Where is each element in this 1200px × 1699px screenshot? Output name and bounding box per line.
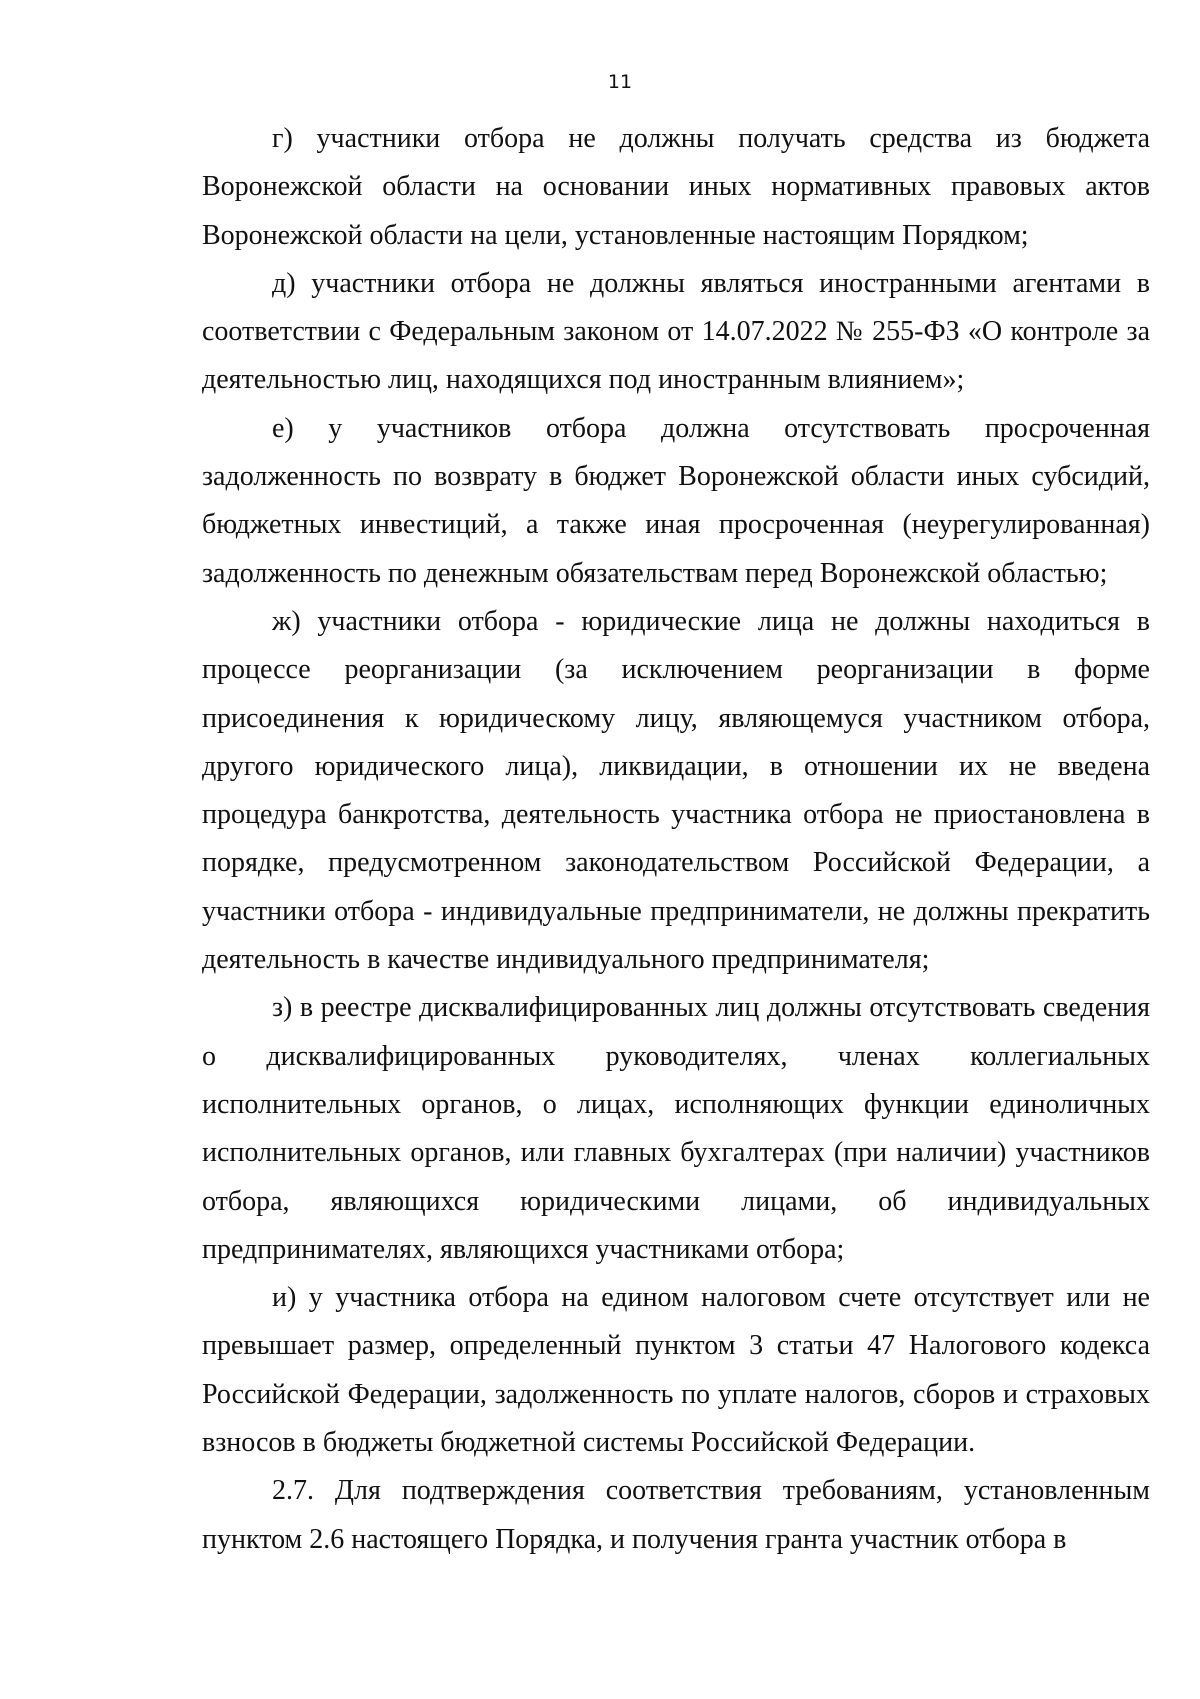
paragraph-item-zh: ж) участники отбора - юридические лица не должны находиться в процессе реорганизации (за исключением реорганизации в форме присоединения к юридическому лицу, являющемуся участником отбора, другого юридического лица), ликвидации, в отношении их не введена процедура банкротства, деятельность участника отбора не приостановлена в порядке, предусмотренном законодательством Российской Федерации, а участники отбора - индивидуальные предприниматели, не должны прекратить деятельность в качестве индивидуального предпринимателя; bbox=[202, 605, 1150, 976]
paragraph-item-d: д) участники отбора не должны являться иностранными агентами в соответствии с Федеральным законом от 14.07.2022 № 255-ФЗ «О контроле за деятельностью лиц, находящихся под иностранным влиянием»; bbox=[202, 267, 1150, 396]
paragraph-2-7: 2.7. Для подтверждения соответствия требованиям, установленным пунктом 2.6 настоящего Порядка, и получения гранта участник отбора в bbox=[202, 1475, 1150, 1555]
paragraph-item-z: з) в реестре дисквалифицированных лиц должны отсутствовать сведения о дисквалифицированных руководителях, членах коллегиальных исполнительных органов, о лицах, исполняющих функции единоличных исполнительных органов, или главных бухгалтерах (при наличии) участников отбора, являющихся юридическими лицами, об индивидуальных предпринимателях, являющихся участниками отбора; bbox=[202, 992, 1150, 1265]
paragraph-item-g: г) участники отбора не должны получать средства из бюджета Воронежской области на основании иных нормативных правовых актов Воронежской области на цели, установленные настоящим Порядком; bbox=[202, 123, 1150, 251]
paragraph-item-e: е) у участников отбора должна отсутствовать просроченная задолженность по возврату в бюджет Воронежской области иных субсидий, бюджетных инвестиций, а также иная просроченная (неурегулированная) задолженность по денежным обязательствам перед Воронежской областью; bbox=[202, 412, 1150, 589]
page-number: 11 bbox=[607, 71, 633, 93]
paragraph-item-i: и) у участника отбора на едином налоговом счете отсутствует или не превышает размер, определенный пунктом 3 статьи 47 Налогового кодекса Российской Федерации, задолженность по уплате налогов, сборов и страховых взносов в бюджеты бюджетной системы Российской Федерации. bbox=[202, 1282, 1150, 1459]
document-body bbox=[202, 115, 1150, 1564]
